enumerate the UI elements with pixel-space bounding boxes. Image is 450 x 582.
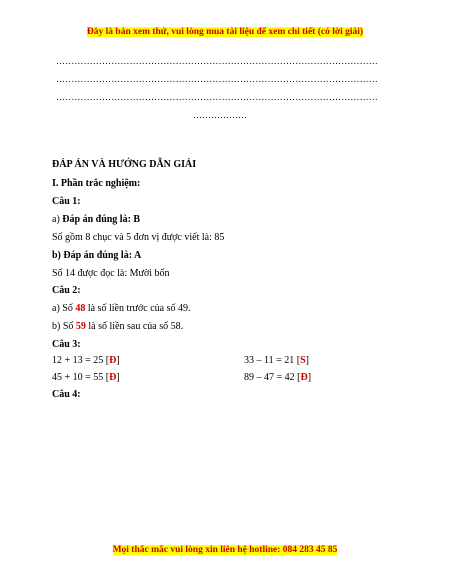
hotline-banner (0, 544, 450, 556)
question-3-item-2 (244, 355, 309, 367)
blank-line-3: …………………………………………………………………………………………… (56, 92, 378, 102)
question-2b-number: 59 (75, 321, 86, 332)
q3-expr: 45 + 10 = 55 [ (52, 372, 110, 383)
q3-close: ] (307, 372, 312, 383)
question-2a (52, 303, 190, 315)
q3-mark: S (300, 355, 306, 366)
question-3-item-1 (52, 355, 120, 367)
question-1a-answer-text: Đáp án đúng là: B (62, 214, 141, 225)
q3-close: ] (116, 355, 120, 366)
q3-mark: Đ (300, 372, 308, 383)
answers-title: ĐÁP ÁN VÀ HƯỚNG DẪN GIẢI (52, 159, 197, 170)
q3-mark: Đ (109, 372, 117, 383)
question-2-label: Câu 2: (52, 285, 81, 296)
question-1-label: Câu 1: (52, 196, 81, 207)
question-1b-explanation: Số 14 được đọc là: Mười bốn (52, 268, 170, 279)
question-1a-explanation: Số gồm 8 chục và 5 đơn vị được viết là: 85 (52, 232, 225, 243)
question-4-label: Câu 4: (52, 389, 81, 400)
question-2b-post: là số liền sau của số 58. (85, 321, 184, 332)
question-2a-pre: a) Số (52, 303, 76, 314)
q3-close: ] (116, 372, 120, 383)
q3-expr: 33 – 11 = 21 [ (244, 355, 301, 366)
preview-notice-banner (0, 26, 450, 38)
section-1-heading: I. Phần trắc nghiệm: (52, 178, 141, 189)
question-2b (52, 321, 183, 333)
q3-expr: 12 + 13 = 25 [ (52, 355, 110, 366)
question-2b-pre: b) Số (52, 321, 76, 332)
question-3-item-3 (52, 372, 120, 384)
preview-notice-text: Đây là bản xem thử, vui lòng mua tài liệu để xem chi tiết (có lời giải) (86, 27, 364, 37)
blank-line-2: …………………………………………………………………………………………… (56, 74, 378, 84)
question-3-item-4 (244, 372, 311, 384)
question-2a-post: là số liền trước của số 49. (85, 303, 191, 314)
q3-close: ] (305, 355, 310, 366)
blank-line-short: ……………… (193, 110, 247, 120)
q3-mark: Đ (109, 355, 117, 366)
question-3-label: Câu 3: (52, 339, 81, 350)
question-1b-answer: b) Đáp án đúng là: A (52, 250, 142, 261)
q3-expr: 89 – 47 = 42 [ (244, 372, 301, 383)
hotline-text: Mọi thắc mắc vui lòng xin liên hệ hotline: 084 283 45 85 (112, 545, 338, 555)
question-1a-prefix: a) (52, 214, 63, 225)
question-1a-answer (52, 214, 140, 226)
question-2a-number: 48 (75, 303, 86, 314)
blank-line-1: …………………………………………………………………………………………… (56, 56, 378, 66)
